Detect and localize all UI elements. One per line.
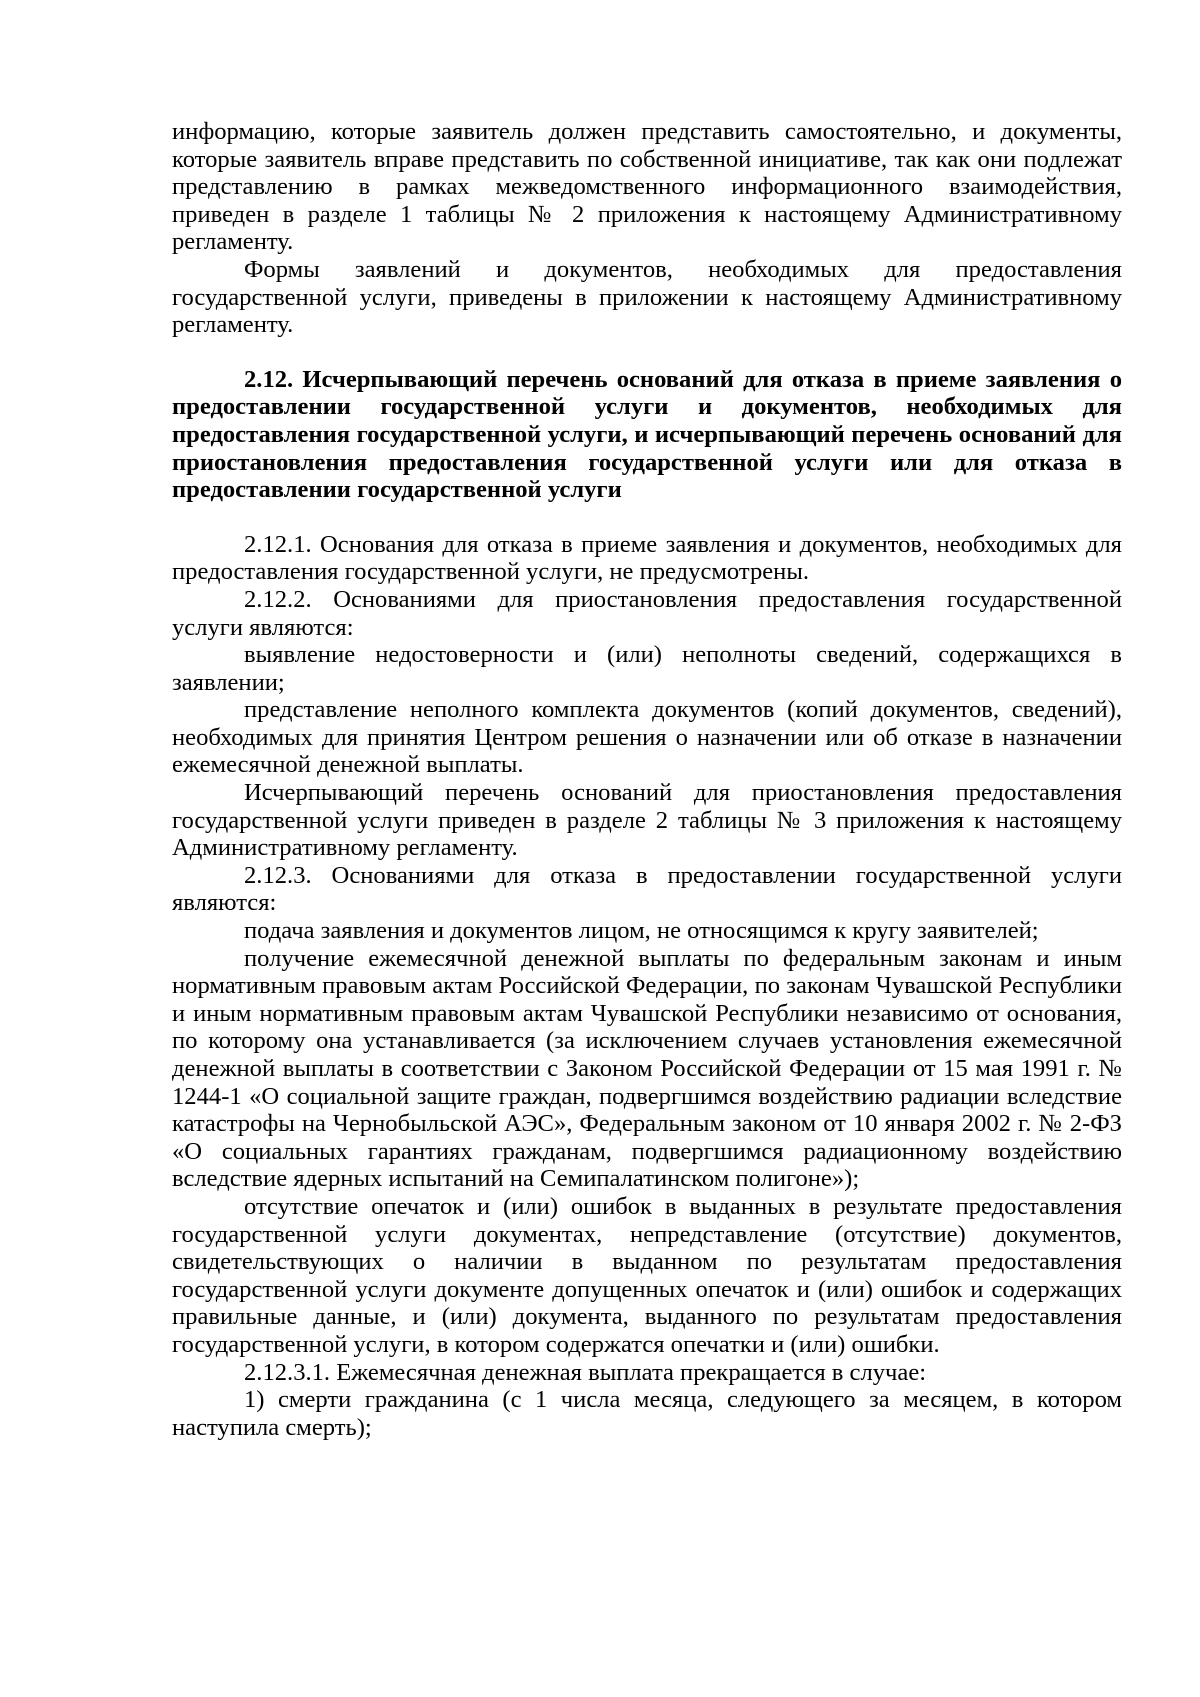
clause-2-12-1: 2.12.1. Основания для отказа в приеме заявления и документов, необходимых для предоставления государственной услуги, не предусмотрены.: [172, 530, 1122, 586]
paragraph-suspension-list-reference: Исчерпывающий перечень оснований для приостановления предоставления государственной услуги приведен в разделе 2 таблицы № 3 приложения к настоящему Административному регламенту.: [172, 779, 1122, 862]
document-page: [172, 118, 1122, 1441]
paragraph-application-forms: Формы заявлений и документов, необходимых для предоставления государственной услуги, приведены в приложении к настоящему Административному регламенту.: [172, 255, 1122, 339]
clause-2-12-2: 2.12.2. Основаниями для приостановления предоставления государственной услуги являются:: [172, 585, 1122, 641]
clause-2-12-3-1: 2.12.3.1. Ежемесячная денежная выплата прекращается в случае:: [244, 1358, 927, 1386]
section-heading-2-12: 2.12. Исчерпывающий перечень оснований для отказа в приеме заявления о предоставлении государственной услуги и документов, необходимых для предоставления государственной услуги, и исчерпывающий перечень оснований для приостановления предоставления государственной услуги или для отказа в предоставлении государственной услуги: [172, 365, 1122, 504]
refusal-ground-not-applicant: подача заявления и документов лицом, не относящимся к кругу заявителей;: [244, 917, 1039, 945]
suspension-ground-incomplete-set: представление неполного комплекта документов (копий документов, сведений), необходимых для принятия Центром решения о назначении или об отказе в назначении ежемесячной денежной выплаты.: [172, 696, 1122, 779]
refusal-ground-no-errors: отсутствие опечаток и (или) ошибок в выданных в результате предоставления государственной услуги документах, непредставление (отсутствие) документов, свидетельствующих о наличии в выданном по результатам предоставления государственной услуги документе допущенных опечаток и (или) ошибок и содержащих правильные данные, и (или) документа, выданного по результатам предоставления государственной услуги, в котором содержатся опечатки и (или) ошибки.: [172, 1192, 1122, 1358]
refusal-ground-other-payment: получение ежемесячной денежной выплаты по федеральным законам и иным нормативным правовым актам Российской Федерации, по законам Чувашской Республики и иным нормативным правовым актам Чувашской Республики независимо от основания, по которому она устанавливается (за исключением случаев установления ежемесячной денежной выплаты в соответствии с Законом Российской Федерации от 15 мая 1991 г. № 1244-1 «О социальной защите граждан, подвергшимся воздействию радиации вследствие катастрофы на Чернобыльской АЭС», Федеральным законом от 10 января 2002 г. № 2-ФЗ «О социальных гарантиях гражданам, подвергшимся радиационному воздействию вследствие ядерных испытаний на Семипалатинском полигоне»);: [172, 944, 1122, 1193]
termination-case-death: 1) смерти гражданина (с 1 числа месяца, следующего за месяцем, в котором наступила смерть);: [172, 1386, 1122, 1441]
paragraph-documents-list-continuation: информацию, которые заявитель должен представить самостоятельно, и документы, которые заявитель вправе представить по собственной инициативе, так как они подлежат представлению в рамках межведомственного информационного взаимодействия, приведен в разделе 1 таблицы № 2 приложения к настоящему Административному регламенту.: [172, 118, 1122, 256]
suspension-ground-inaccuracy: выявление недостоверности и (или) неполноты сведений, содержащихся в заявлении;: [172, 641, 1122, 696]
clause-2-12-3: 2.12.3. Основаниями для отказа в предоставлении государственной услуги являются:: [172, 861, 1122, 917]
